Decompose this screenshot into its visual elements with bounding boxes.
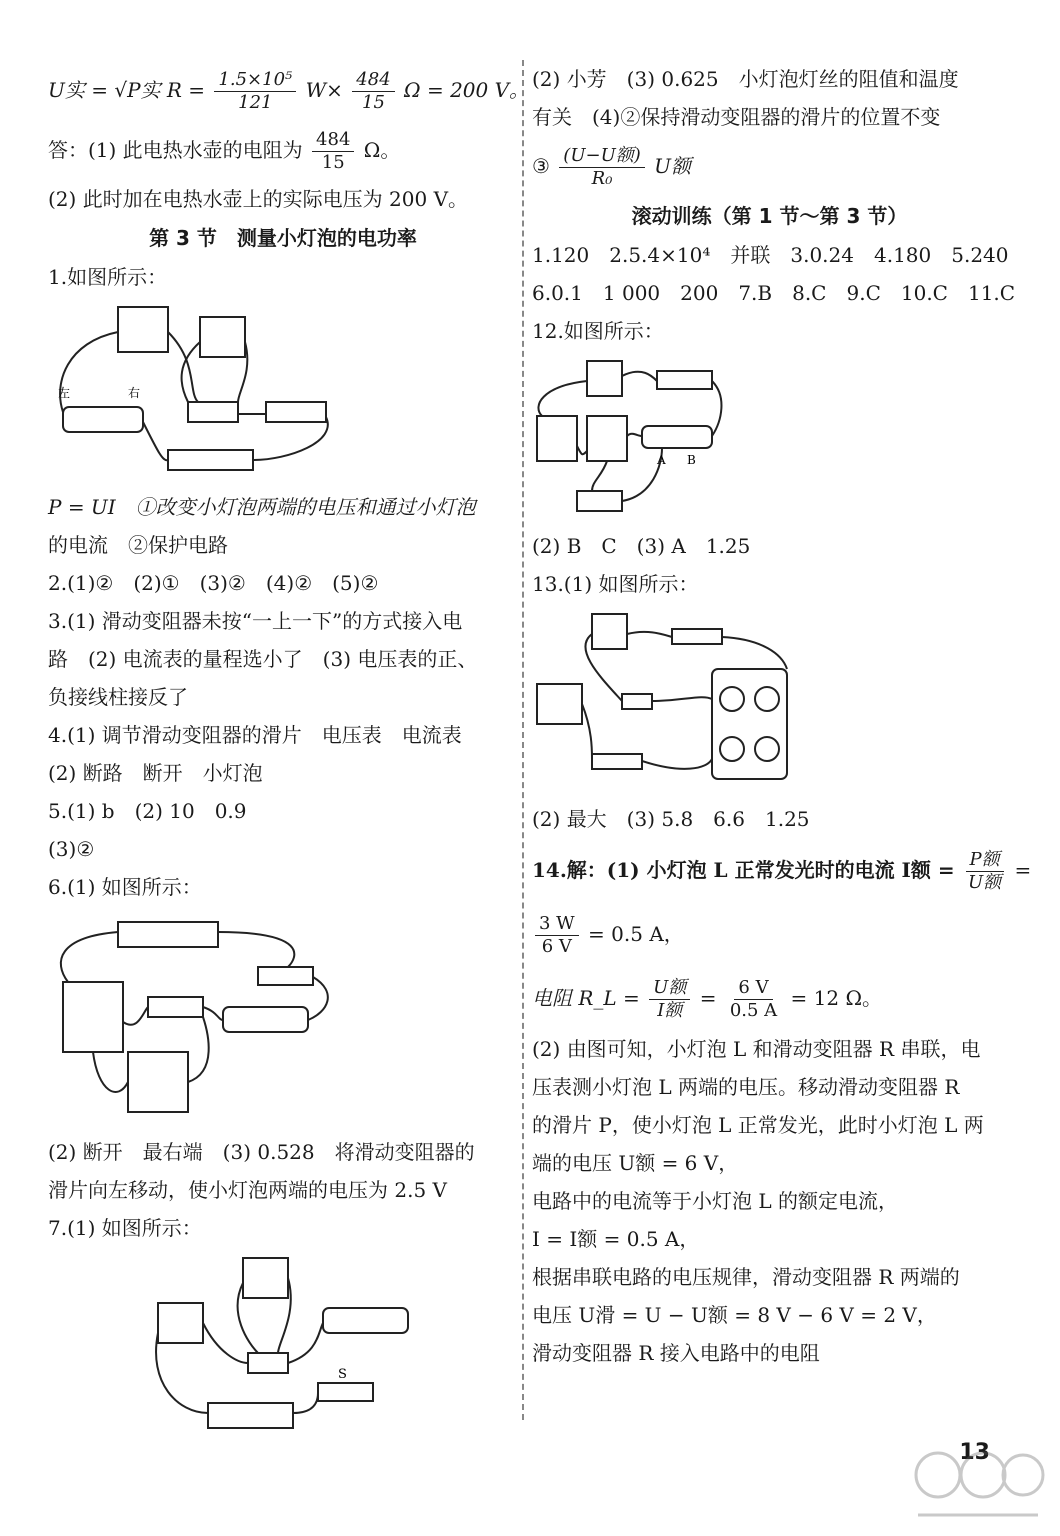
right-column bbox=[532, 60, 1032, 1372]
fraction bbox=[214, 69, 296, 114]
fraction-numerator: 1.5×10⁵ bbox=[214, 69, 296, 92]
circuit-figure-1 bbox=[48, 302, 518, 482]
r-answer-1: (2) 小芳 (3) 0.625 小灯泡灯丝的阻值和温度 bbox=[532, 67, 959, 91]
q14-p2-d: 端的电压 U额 = 6 V， bbox=[532, 1151, 739, 1175]
q6-answer-a: (2) 断开 最右端 (3) 0.528 将滑动变阻器的 bbox=[48, 1140, 475, 1164]
question-2: 2.(1)② (2)① (3)② (4)② (5)② bbox=[48, 571, 379, 595]
r-answer-2: 有关 (4)②保持滑动变阻器的滑片的位置不变 bbox=[532, 105, 941, 129]
formula-part: W× bbox=[305, 78, 343, 102]
fraction-denominator: R₀ bbox=[591, 168, 613, 189]
answers-1-5: 1.120 2.5.4×10⁴ 并联 3.0.24 4.180 5.240 bbox=[532, 243, 1009, 267]
fraction-denominator: 15 bbox=[321, 152, 345, 173]
answer-text: = 12 Ω。 bbox=[790, 986, 883, 1010]
q12-answer: (2) B C (3) A 1.25 bbox=[532, 534, 751, 558]
q14-p2-f: I = I额 = 0.5 A， bbox=[532, 1227, 700, 1251]
q14-p2-b: 压表测小灯泡 L 两端的电压。移动滑动变阻器 R bbox=[532, 1075, 960, 1099]
question-4a: 4.(1) 调节滑动变阻器的滑片 电压表 电流表 bbox=[48, 723, 462, 747]
r-answer-3 bbox=[532, 136, 1007, 196]
answer-text: 答：(1) 此电热水壶的电阻为 bbox=[48, 138, 303, 162]
fraction-denominator: 15 bbox=[362, 92, 385, 113]
q13-answer: (2) 最大 (3) 5.8 6.6 1.25 bbox=[532, 807, 810, 831]
fraction bbox=[312, 129, 354, 174]
fraction bbox=[535, 913, 579, 958]
fraction-denominator: 121 bbox=[238, 92, 273, 113]
formula-part: Ω = 200 V。 bbox=[404, 78, 530, 102]
formula-part: U实 = √P实 R = bbox=[48, 78, 206, 102]
figure-label-a: A bbox=[657, 453, 666, 467]
question-3c: 负接线柱接反了 bbox=[48, 685, 188, 709]
fraction bbox=[964, 849, 1005, 894]
fraction-numerator: 484 bbox=[312, 129, 354, 152]
answers-6-11: 6.0.1 1 000 200 7.B 8.C 9.C 10.C 11.C bbox=[532, 281, 1016, 305]
fraction-denominator: 6 V bbox=[541, 936, 572, 957]
q14-p2-h: 电压 U滑 = U − U额 = 8 V − 6 V = 2 V， bbox=[532, 1303, 937, 1327]
question-12: 12.如图所示： bbox=[532, 319, 664, 343]
fraction-numerator: 484 bbox=[352, 69, 394, 92]
q14-p2-e: 电路中的电流等于小灯泡 L 的额定电流， bbox=[532, 1189, 898, 1213]
watermark-logo bbox=[908, 1440, 1048, 1530]
question-3b: 路 (2) 电流表的量程选小了 (3) 电压表的正、 bbox=[48, 647, 478, 671]
circuit-figure-7 bbox=[148, 1253, 518, 1433]
formula-voltage bbox=[48, 60, 530, 120]
fraction-numerator: (U−U额) bbox=[559, 145, 644, 168]
section-title: 第 3 节 测量小灯泡的电功率 bbox=[149, 226, 417, 250]
column-divider bbox=[522, 60, 524, 1420]
answer-voltage: (2) 此时加在电热水壶上的实际电压为 200 V。 bbox=[48, 187, 469, 211]
figure-label-right: 右 bbox=[128, 386, 141, 400]
question-7: 7.(1) 如图所示： bbox=[48, 1216, 202, 1240]
question-3a: 3.(1) 滑动变阻器未按“一上一下”的方式接入电 bbox=[48, 609, 463, 633]
left-column bbox=[48, 60, 530, 1439]
q14-line-2 bbox=[532, 902, 1007, 966]
answer-text: 14.解：(1) 小灯泡 L 正常发光时的电流 I额 = bbox=[532, 858, 955, 882]
fraction-denominator: 0.5 A bbox=[729, 1000, 778, 1021]
answer-text: Ω。 bbox=[363, 138, 401, 162]
fraction bbox=[559, 145, 644, 190]
page-number: 13 bbox=[959, 1440, 990, 1465]
answer-resistance bbox=[48, 120, 518, 180]
fraction bbox=[352, 69, 394, 114]
question-4b: (2) 断路 断开 小灯泡 bbox=[48, 761, 263, 785]
circuit-figure-13 bbox=[532, 609, 1007, 794]
question-13: 13.(1) 如图所示： bbox=[532, 572, 699, 596]
q14-p2-i: 滑动变阻器 R 接入电路中的电阻 bbox=[532, 1341, 820, 1365]
q1-answer-a: P = UI ①改变小灯泡两端的电压和通过小灯泡 bbox=[48, 495, 476, 519]
fraction bbox=[726, 977, 781, 1022]
answer-text: U额 bbox=[654, 154, 691, 178]
q14-line-1 bbox=[532, 838, 1032, 902]
fraction bbox=[649, 977, 690, 1022]
fraction-numerator: U额 bbox=[649, 977, 690, 1000]
q14-p2-a: (2) 由图可知，小灯泡 L 和滑动变阻器 R 串联，电 bbox=[532, 1037, 981, 1061]
question-1: 1.如图所示： bbox=[48, 265, 168, 289]
question-6: 6.(1) 如图所示： bbox=[48, 875, 202, 899]
fraction-denominator: U额 bbox=[968, 872, 1002, 893]
figure-label-left: 左 bbox=[58, 386, 71, 400]
answer-text: ③ bbox=[532, 154, 550, 178]
fraction-denominator: I额 bbox=[657, 1000, 683, 1021]
question-5a: 5.(1) b (2) 10 0.9 bbox=[48, 799, 247, 823]
question-5b: (3)② bbox=[48, 837, 95, 861]
fraction-numerator: 6 V bbox=[734, 977, 772, 1000]
fraction-numerator: 3 W bbox=[535, 913, 579, 936]
section-title: 滚动训练（第 1 节～第 3 节） bbox=[631, 204, 908, 228]
circuit-figure-12 bbox=[532, 356, 1007, 521]
answer-text: = bbox=[1014, 858, 1032, 882]
answer-text: 电阻 R_L = bbox=[532, 986, 640, 1010]
q14-p2-c: 的滑片 P，使小灯泡 L 正常发光，此时小灯泡 L 两 bbox=[532, 1113, 984, 1137]
answer-text: = 0.5 A， bbox=[588, 922, 684, 946]
fraction-numerator: P额 bbox=[966, 849, 1004, 872]
figure-label-switch: S bbox=[338, 1367, 347, 1382]
figure-label-b: B bbox=[687, 453, 696, 467]
q14-p2-g: 根据串联电路的电压规律，滑动变阻器 R 两端的 bbox=[532, 1265, 960, 1289]
q14-line-3: 电阻 R_L = $\frac{\text{U额}}{\text{I额}}$ = $\frac{6 V}{0.5 A}$ = 12 Ω。 bbox=[532, 977, 883, 1021]
q1-answer-b: 的电流 ②保护电路 bbox=[48, 533, 228, 557]
circuit-figure-6 bbox=[48, 912, 518, 1127]
q6-answer-b: 滑片向左移动，使小灯泡两端的电压为 2.5 V bbox=[48, 1178, 447, 1202]
